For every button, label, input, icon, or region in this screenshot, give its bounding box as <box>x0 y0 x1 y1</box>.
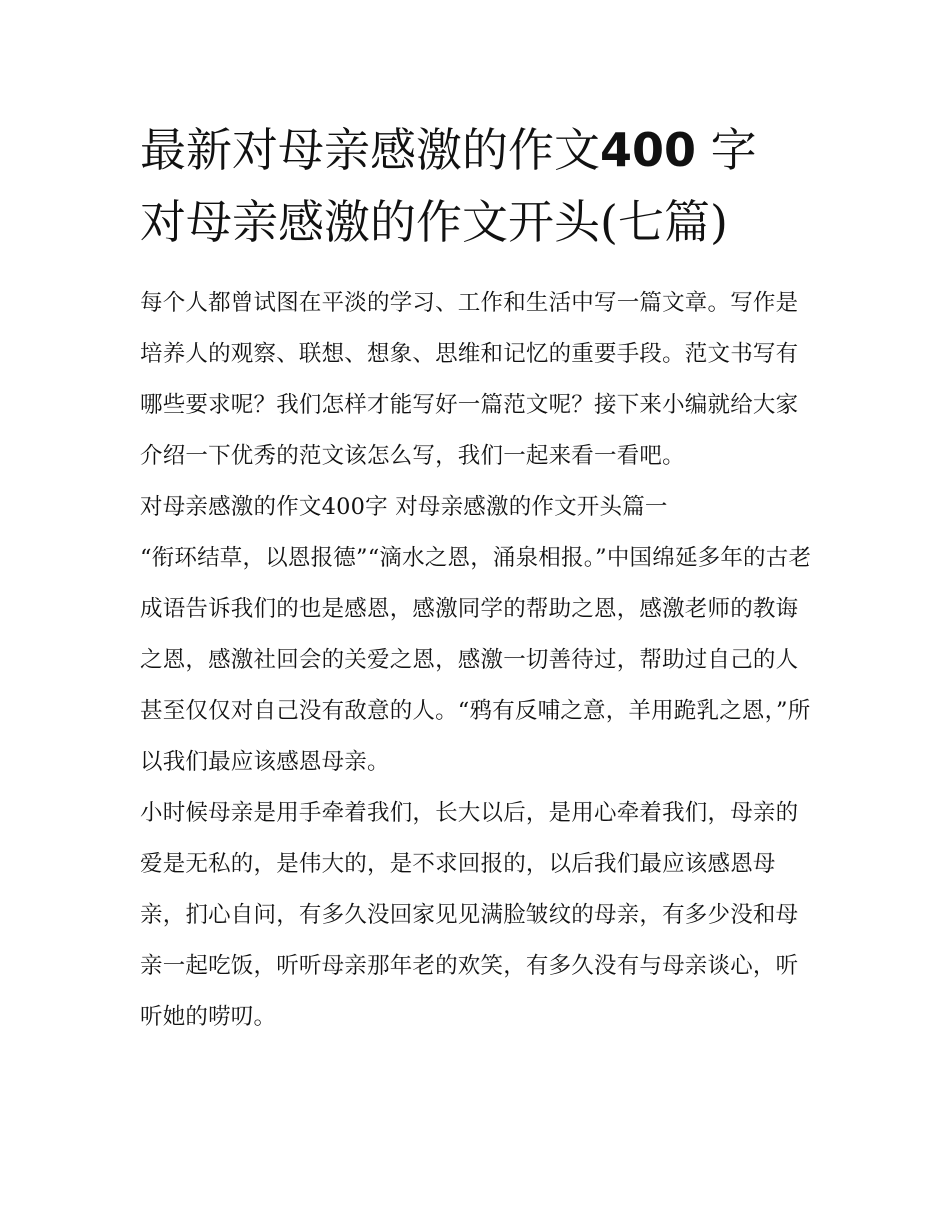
document-body <box>140 278 812 1043</box>
title-line1-prefix: 最新对母亲感激的作文 <box>140 123 600 177</box>
intro-paragraph: 每个人都曾试图在平淡的学习、工作和生活中写一篇文章。写作是培养人的观察、联想、想象、思维和记忆的重要手段。范文书写有哪些要求呢？我们怎样才能写好一篇范文呢？接下来小编就给大家介绍一下优秀的范文该怎么写，我们一起来看一看吧。 <box>140 290 799 469</box>
body-paragraph-2: 小时候母亲是用手牵着我们，长大以后，是用心牵着我们，母亲的爱是无私的，是伟大的，是不求回报的，以后我们最应该感恩母亲，扪心自问，有多久没回家见见满脸皱纹的母亲，有多少没和母亲一起吃饭，听听母亲那年老的欢笑，有多久没有与母亲谈心，听听她的唠叨。 <box>140 800 799 1030</box>
body-paragraph-1: “衔环结草，以恩报德”“滴水之恩，涌泉相报。”中国绵延多年的古老成语告诉我们的也是感恩，感激同学的帮助之恩，感激老师的教诲之恩，感激社回会的关爱之恩，感激一切善待过，帮助过自己的人甚至仅仅对自己没有敌意的人。“鸦有反哺之意，羊用跪乳之恩，”所以我们最应该感恩母亲。 <box>140 545 812 775</box>
title-line1-number: 400 <box>600 123 697 177</box>
title-line2: 对母亲感激的作文开头(七篇) <box>140 195 728 249</box>
document-title <box>140 114 820 258</box>
title-line1-suffix: 字 <box>710 123 757 177</box>
section-heading: 对母亲感激的作文400字 对母亲感激的作文开头篇一 <box>140 494 668 520</box>
